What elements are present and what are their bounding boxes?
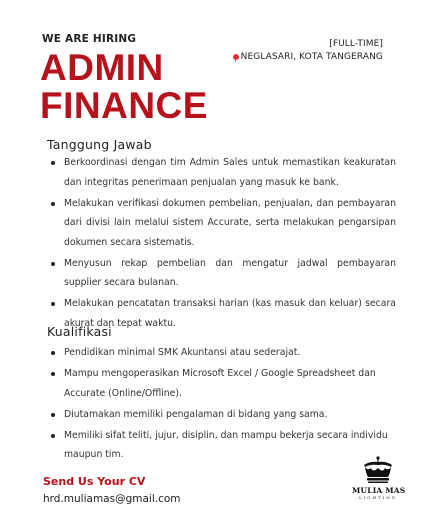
list-item [50,194,396,253]
bullet-icon [51,434,55,438]
bullet-icon [51,202,55,206]
logo-brand: MULIA MAS [352,486,406,495]
qualifications-list [50,343,396,466]
job-title-line-2: FINANCE [40,85,208,126]
pin-icon [233,54,239,62]
location-text: NEGLASARI, KOTA TANGERANG [240,52,383,62]
job-title-line-1: ADMIN [40,47,164,88]
bullet-icon [51,262,55,266]
list-item-text: Memiliki sifat teliti, jujur, disiplin, dan mampu bekerja secara individu maupun tim. [64,429,388,460]
crown-icon [361,455,395,485]
list-item [50,343,396,363]
hiring-label: WE ARE HIRING [42,33,137,45]
list-item [50,153,396,192]
list-item-text: Berkoordinasi dengan tim Admin Sales untuk memastikan keakuratan dan integritas penerimaan penjualan yang masuk ke bank. [64,157,396,188]
bullet-icon [51,351,55,355]
job-title [40,49,208,125]
list-item [50,364,396,403]
responsibilities-heading: Tanggung Jawab [47,137,152,152]
list-item-text: Mampu mengoperasikan Microsoft Excel / Google Spreadsheet dan Accurate (Online/Offline). [64,368,376,399]
responsibilities-list [50,153,396,335]
list-item-text: Diutamakan memiliki pengalaman di bidang yang sama. [64,408,328,420]
list-item [50,405,396,425]
list-item-text: Menyusun rekap pembelian dan mengatur jadwal pembayaran supplier secara bulanan. [64,257,396,288]
logo-sub: LIGHTING [359,495,397,500]
list-item-text: Melakukan verifikasi dokumen pembelian, penjualan, dan pembayaran dari divisi lain melalui sistem Accurate, serta melakukan pengarsipan dokumen secara sistematis. [64,197,396,248]
contact-email[interactable]: hrd.muliamas@gmail.com [43,493,181,505]
job-meta [233,38,383,67]
company-logo [352,455,404,515]
qualifications-heading: Kualifikasi [47,324,112,339]
cta-heading: Send Us Your CV [43,475,146,488]
bullet-icon [51,161,55,165]
location [233,51,383,64]
list-item [50,426,396,465]
bullet-icon [51,372,55,376]
bullet-icon [51,302,55,306]
list-item [50,254,396,293]
employment-type: [FULL-TIME] [329,39,383,49]
bullet-icon [51,413,55,417]
list-item-text: Melakukan pencatatan transaksi harian (kas masuk dan keluar) secara akurat dan tepat waktu. [64,298,396,329]
list-item-text: Pendidikan minimal SMK Akuntansi atau sederajat. [64,347,301,358]
